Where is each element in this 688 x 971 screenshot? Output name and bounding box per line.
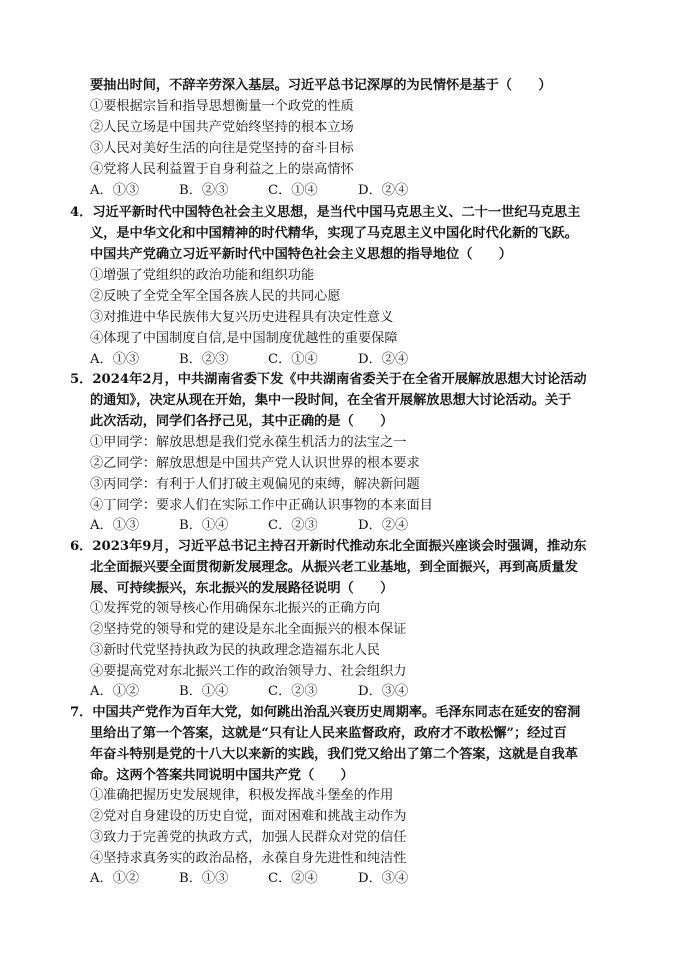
q5-item-4: ④丁同学：要求人们在实际工作中正确认识事物的本来面目 [90,498,433,513]
q3-choice-b[interactable]: B．②③ [179,183,229,198]
q7-item-2: ②党对自身建设的历史自觉，面对困难和挑战主动作为 [90,809,407,824]
q5-choice-a[interactable]: A．①③ [90,518,140,533]
q4-item-1: ①增强了党组织的政治功能和组织功能 [90,268,315,283]
q4-item-4: ④体现了中国制度自信,是中国制度优越性的重要保障 [90,331,398,346]
q4-stem-line-3: 中国共产党确立习近平新时代中国特色社会主义思想的指导地位（ ） [90,247,512,262]
q5-choice-c[interactable]: C．②③ [268,518,318,533]
q4-choice-d[interactable]: D．②④ [358,352,409,367]
q4-stem-line-2: 义，是中华文化和中国精神的时代精华，实现了马克思主义中国化时代化新的飞跃。 [90,226,578,241]
q3-choice-d[interactable]: D．②④ [358,183,409,198]
q6-item-2: ②坚持党的领导和党的建设是东北全面振兴的根本保证 [90,622,407,637]
q7-stem-line-1: 7．中国共产党作为百年大党，如何跳出治乱兴衰历史周期率。毛泽东同志在延安的窑洞 [70,705,581,720]
q7-item-1: ①准确把握历史发展规律，积极发挥战斗堡垒的作用 [90,788,394,803]
q3-stem-line: 要抽出时间，不辞辛劳深入基层。习近平总书记深厚的为民情怀是基于（ ） [90,78,552,93]
q7-item-3: ③致力于完善党的执政方式，加强人民群众对党的信任 [90,830,407,845]
q5-stem-line-2: 的通知》，决定从现在开始，集中一段时间，在全省开展解放思想大讨论活动。关于 [90,393,572,408]
q6-stem-line-3: 展、可持续振兴，东北振兴的发展路径说明（ ） [90,581,394,596]
q7-choice-c[interactable]: C．②④ [268,871,318,886]
q3-item-3: ③人民对美好生活的向往是党坚持的奋斗目标 [90,141,354,156]
q3-item-4: ④党将人民利益置于自身利益之上的崇高情怀 [90,162,354,177]
q6-choice-b[interactable]: B．①④ [179,684,229,699]
q6-choice-a[interactable]: A．①② [90,684,140,699]
q7-stem-line-3: 年奋斗特别是党的十八大以来新的实践，我们党又给出了第二个答案，这就是自我革 [90,747,578,762]
q6-item-3: ③新时代党坚持执政为民的执政理念造福东北人民 [90,643,381,658]
q7-choice-a[interactable]: A．①② [90,871,140,886]
q5-item-2: ②乙同学：解放思想是中国共产党人认识世界的根本要求 [90,456,420,471]
q6-item-1: ①发挥党的领导核心作用确保东北振兴的正确方向 [90,601,381,616]
q4-choice-a[interactable]: A．①③ [90,352,140,367]
q7-stem-line-4: 命。这两个答案共同说明中国共产党（ ） [90,768,354,783]
q6-stem-line-2: 北全面振兴要全面贯彻新发展理念。从振兴老工业基地，到全面振兴，再到高质量发 [90,560,578,575]
q6-choice-c[interactable]: C．②③ [268,684,318,699]
q4-stem-line-1: 4．习近平新时代中国特色社会主义思想，是当代中国马克思主义、二十一世纪马克思主 [70,205,581,220]
q5-stem-line-3: 此次活动，同学们各抒己见，其中正确的是（ ） [90,414,394,429]
q7-item-4: ④坚持求真务实的政治品格，永葆自身先进性和纯洁性 [90,851,407,866]
q4-choice-c[interactable]: C．①④ [268,352,318,367]
q7-stem-line-2: 里给出了第一个答案，这就是“只有让人民来监督政府，政府才不敢松懈”；经过百 [90,726,567,741]
q3-item-2: ②人民立场是中国共产党始终坚持的根本立场 [90,120,354,135]
q5-item-3: ③丙同学：有利于人们打破主观偏见的束缚，解决新问题 [90,477,420,492]
q7-choice-b[interactable]: B．①③ [179,871,229,886]
q3-item-1: ①要根据宗旨和指导思想衡量一个政党的性质 [90,99,354,114]
q4-item-2: ②反映了全党全军全国各族人民的共同心愿 [90,289,341,304]
q6-choice-d[interactable]: D．③④ [358,684,409,699]
q5-choice-b[interactable]: B．①④ [179,518,229,533]
q4-item-3: ③对推进中华民族伟大复兴历史进程具有决定性意义 [90,310,394,325]
q6-stem-line-1: 6．2023年9月，习近平总书记主持召开新时代推动东北全面振兴座谈会时强调，推动东 [70,539,587,554]
q6-item-4: ④要提高党对东北振兴工作的政治领导力、社会组织力 [90,664,407,679]
q3-choice-c[interactable]: C．①④ [268,183,318,198]
q3-choice-a[interactable]: A．①③ [90,183,140,198]
q4-choice-b[interactable]: B．②③ [179,352,229,367]
q5-stem-line-1: 5．2024年2月，中共湖南省委下发《中共湖南省委关于在全省开展解放思想大讨论活动 [70,372,587,387]
q5-choice-d[interactable]: D．②④ [358,518,409,533]
q7-choice-d[interactable]: D．③④ [358,871,409,886]
q5-item-1: ①甲同学：解放思想是我们党永葆生机活力的法宝之一 [90,435,407,450]
